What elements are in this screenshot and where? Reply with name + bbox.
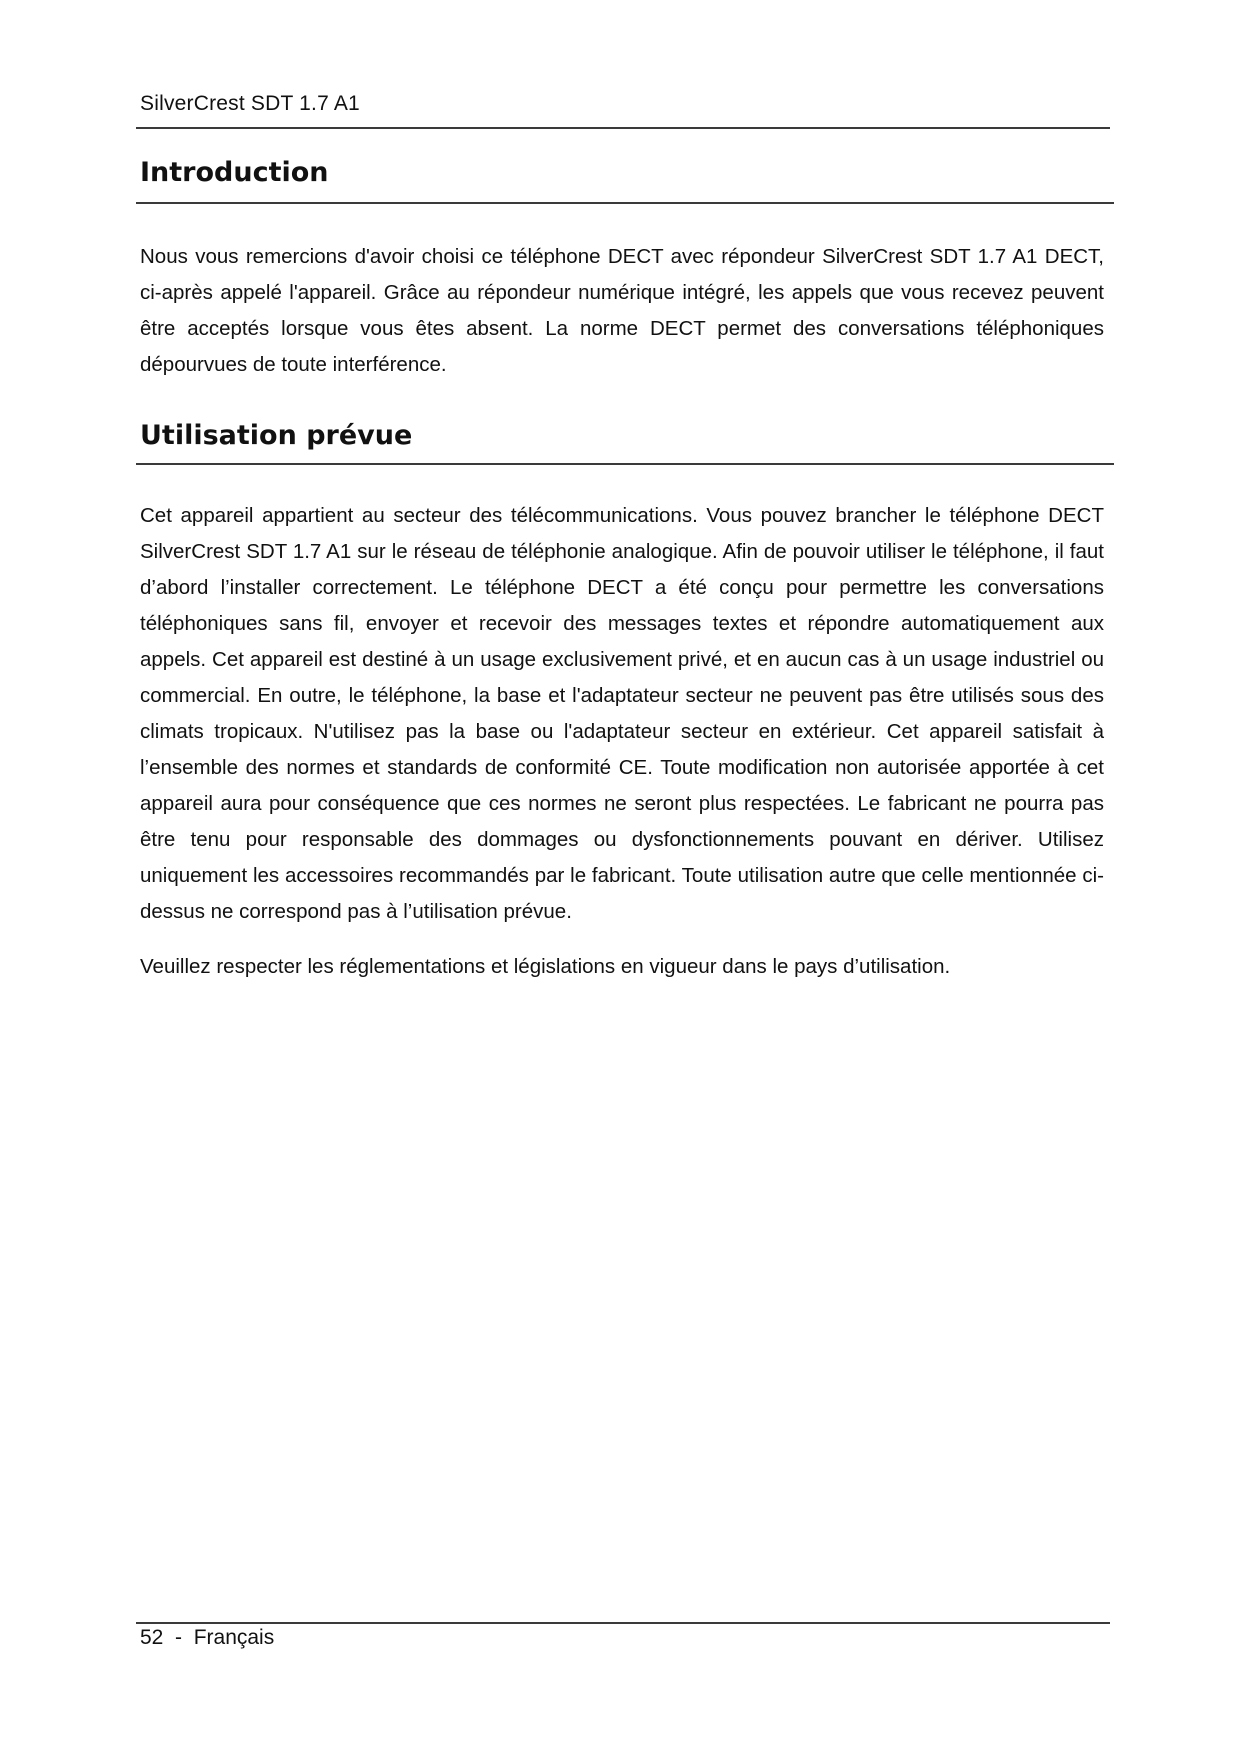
header-divider: [136, 127, 1110, 129]
footer-divider: [136, 1622, 1110, 1624]
page-footer: [140, 1626, 274, 1650]
intended-use-paragraph: Cet appareil appartient au secteur des télécommunications. Vous pouvez brancher le téléphone DECT SilverCrest SDT 1.7 A1 sur le réseau de téléphonie analogique. Afin de pouvoir utiliser le téléphone, il faut d’abord l’installer correctement. Le téléphone DECT a été conçu pour permettre les conversations téléphoniques sans fil, envoyer et recevoir des messages textes et répondre automatiquement aux appels. Cet appareil est destiné à un usage exclusivement privé, et en aucun cas à un usage industriel ou commercial. En outre, le téléphone, la base et l'adaptateur secteur ne peuvent pas être utilisés sous des climats tropicaux. N'utilisez pas la base ou l'adaptateur secteur en extérieur. Cet appareil satisfait à l’ensemble des normes et standards de conformité CE. Toute modification non autorisée apportée à cet appareil aura pour conséquence que ces normes ne seront plus respectées. Le fabricant ne pourra pas être tenu pour responsable des dommages ou dysfonctionnements pouvant en dériver. Utilisez uniquement les accessoires recommandés par le fabricant. Toute utilisation autre que celle mentionnée ci-dessus ne correspond pas à l’utilisation prévue.: [140, 504, 1104, 923]
footer-language: Français: [193, 1626, 275, 1649]
header-title: SilverCrest SDT 1.7 A1: [140, 92, 360, 115]
running-header: [140, 92, 1110, 116]
section-heading-intended-use: Utilisation prévue: [140, 420, 413, 451]
introduction-divider: [136, 202, 1114, 204]
section-heading-introduction: Introduction: [140, 157, 329, 188]
regulations-note: Veuillez respecter les réglementations et législations en vigueur dans le pays d’utilisation.: [140, 955, 951, 978]
footer-separator: -: [175, 1626, 183, 1649]
intended-use-divider: [136, 463, 1114, 465]
introduction-paragraph: Nous vous remercions d'avoir choisi ce téléphone DECT avec répondeur SilverCrest SDT 1.7 A1 DECT, ci-après appelé l'appareil. Grâce au répondeur numérique intégré, les appels que vous recevez peuvent être acceptés lorsque vous êtes absent. La norme DECT permet des conversations téléphoniques dépourvues de toute interférence.: [140, 245, 1104, 376]
page-number: 52: [140, 1626, 164, 1649]
